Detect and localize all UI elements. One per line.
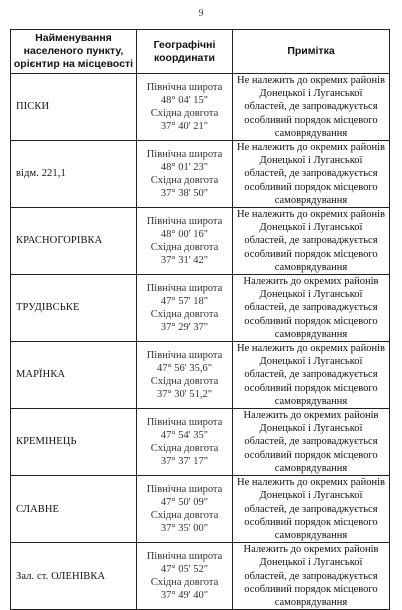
longitude-label: Східна довгота xyxy=(150,376,219,388)
note-line: особливий порядок місцевого xyxy=(244,315,378,327)
coordinates-cell xyxy=(137,208,233,275)
header-coordinates-line: Географічні xyxy=(153,38,216,51)
note-line: Не належить до окремих районів xyxy=(237,75,385,86)
table-row xyxy=(11,275,390,342)
latitude-label: Північна широта xyxy=(146,550,223,562)
longitude-value: 37° 37' 17" xyxy=(160,456,209,468)
settlement-name: МАРЇНКА xyxy=(11,342,137,409)
note-line: Не належить до окремих районів xyxy=(237,343,385,355)
note-line: самоврядування xyxy=(274,194,348,206)
coordinates-cell xyxy=(137,409,233,476)
latitude-value: 48° 01' 23" xyxy=(160,161,209,173)
latitude-label: Північна широта xyxy=(146,148,223,160)
longitude-label: Східна довгота xyxy=(150,108,219,119)
header-name-line: населеного пункту, xyxy=(23,45,124,57)
settlement-name: КРЕМІНЕЦЬ xyxy=(11,409,137,476)
header-note xyxy=(233,30,390,74)
note-line: самоврядування xyxy=(274,529,348,541)
settlement-name: відм. 221,1 xyxy=(11,141,137,208)
note-line: Належить до окремих районів xyxy=(243,410,379,422)
note-cell xyxy=(233,74,390,141)
note-cell xyxy=(233,141,390,208)
latitude-value: 47° 05' 52" xyxy=(160,563,209,575)
latitude-label: Північна широта xyxy=(146,215,223,227)
longitude-label: Східна довгота xyxy=(150,443,219,455)
longitude-label: Східна довгота xyxy=(150,309,219,321)
settlement-name: СЛАВНЕ xyxy=(11,476,137,543)
coordinates-cell xyxy=(137,476,233,543)
longitude-value: 37° 38' 50" xyxy=(160,188,209,200)
table-header-row xyxy=(11,30,390,74)
note-line: Донецької і Луганської xyxy=(259,356,363,368)
note-line: областей, де запроваджується xyxy=(244,436,378,448)
note-cell xyxy=(233,275,390,342)
latitude-value: 47° 50' 09" xyxy=(160,496,209,508)
note-line: Донецької і Луганської xyxy=(259,490,363,502)
table-row xyxy=(11,342,390,409)
note-line: Належить до окремих районів xyxy=(243,544,379,556)
note-line: областей, де запроваджується xyxy=(244,302,378,314)
note-line: самоврядування xyxy=(274,328,348,340)
note-line: самоврядування xyxy=(274,462,348,474)
note-line: Не належить до окремих районів xyxy=(237,209,385,221)
table-row xyxy=(11,409,390,476)
note-line: Донецької і Луганської xyxy=(259,557,363,569)
table-row xyxy=(11,141,390,208)
table-body xyxy=(11,74,390,610)
note-line: особливий порядок місцевого xyxy=(244,583,378,595)
header-note-line: Примітка xyxy=(287,45,335,57)
longitude-value: 37° 35' 00" xyxy=(160,523,209,535)
note-line: особливий порядок місцевого xyxy=(244,114,378,126)
note-line: самоврядування xyxy=(274,127,348,139)
note-line: областей, де запроваджується xyxy=(244,570,378,582)
longitude-label: Східна довгота xyxy=(150,577,219,589)
header-name-line: Найменування xyxy=(35,32,112,44)
latitude-value: 47° 56' 35,6" xyxy=(156,362,212,374)
longitude-label: Східна довгота xyxy=(150,510,219,522)
note-cell xyxy=(233,208,390,275)
note-line: особливий порядок місцевого xyxy=(244,516,378,528)
note-line: особливий порядок місцевого xyxy=(244,181,378,193)
note-line: областей, де запроваджується xyxy=(244,168,378,180)
note-line: областей, де запроваджується xyxy=(244,235,378,247)
note-cell xyxy=(233,342,390,409)
coordinates-cell xyxy=(137,141,233,208)
settlement-name: ПІСКИ xyxy=(11,74,137,141)
page-number: 9 xyxy=(198,8,204,19)
coordinates-cell xyxy=(137,342,233,409)
note-line: самоврядування xyxy=(274,596,348,608)
header-name-line: орієнтир на місцевості xyxy=(13,58,134,70)
note-line: Донецької і Луганської xyxy=(259,88,363,100)
note-cell xyxy=(233,409,390,476)
settlement-name: Зал. ст. ОЛЕНІВКА xyxy=(11,543,137,610)
note-line: Належить до окремих районів xyxy=(243,276,379,288)
longitude-value: 37° 40' 21" xyxy=(160,121,209,133)
note-line: самоврядування xyxy=(274,261,348,273)
settlement-name: КРАСНОГОРІВКА xyxy=(11,208,137,275)
header-name xyxy=(11,30,137,74)
longitude-label: Східна довгота xyxy=(150,175,219,187)
latitude-label: Північна широта xyxy=(146,483,223,495)
latitude-value: 47° 54' 35" xyxy=(160,429,209,441)
latitude-value: 48° 04' 15" xyxy=(160,94,209,106)
header-coordinates xyxy=(137,30,233,74)
settlements-table xyxy=(10,29,390,610)
settlement-name: ТРУДІВСЬКЕ xyxy=(11,275,137,342)
table-row xyxy=(11,74,390,141)
latitude-label: Північна широта xyxy=(146,282,223,294)
latitude-label: Північна широта xyxy=(146,349,223,361)
note-line: Донецької і Луганської xyxy=(259,222,363,234)
note-line: областей, де запроваджується xyxy=(244,369,378,381)
table-row xyxy=(11,208,390,275)
longitude-label: Східна довгота xyxy=(150,242,219,254)
note-line: областей, де запроваджується xyxy=(244,101,378,113)
note-line: самоврядування xyxy=(274,395,348,407)
note-line: областей, де запроваджується xyxy=(244,503,378,515)
note-line: Не належить до окремих районів xyxy=(237,477,385,489)
note-line: особливий порядок місцевого xyxy=(244,382,378,394)
table-row xyxy=(11,476,390,543)
longitude-value: 37° 49' 40" xyxy=(160,590,209,602)
latitude-value: 48° 00' 16" xyxy=(160,228,209,240)
note-line: Не належить до окремих районів xyxy=(237,142,385,154)
longitude-value: 37° 31' 42" xyxy=(160,255,209,267)
note-line: особливий порядок місцевого xyxy=(244,449,378,461)
latitude-label: Північна широта xyxy=(146,81,223,93)
note-line: особливий порядок місцевого xyxy=(244,248,378,260)
coordinates-cell xyxy=(137,275,233,342)
header-coordinates-line: координати xyxy=(154,51,215,64)
coordinates-cell xyxy=(137,74,233,141)
note-line: Донецької і Луганської xyxy=(259,155,363,167)
latitude-label: Північна широта xyxy=(146,416,223,428)
longitude-value: 37° 29' 37" xyxy=(160,322,209,334)
longitude-value: 37° 30' 51,2" xyxy=(156,389,212,401)
latitude-value: 47° 57' 18" xyxy=(160,295,209,307)
note-cell xyxy=(233,476,390,543)
note-line: Донецької і Луганської xyxy=(259,423,363,435)
note-line: Донецької і Луганської xyxy=(259,289,363,301)
